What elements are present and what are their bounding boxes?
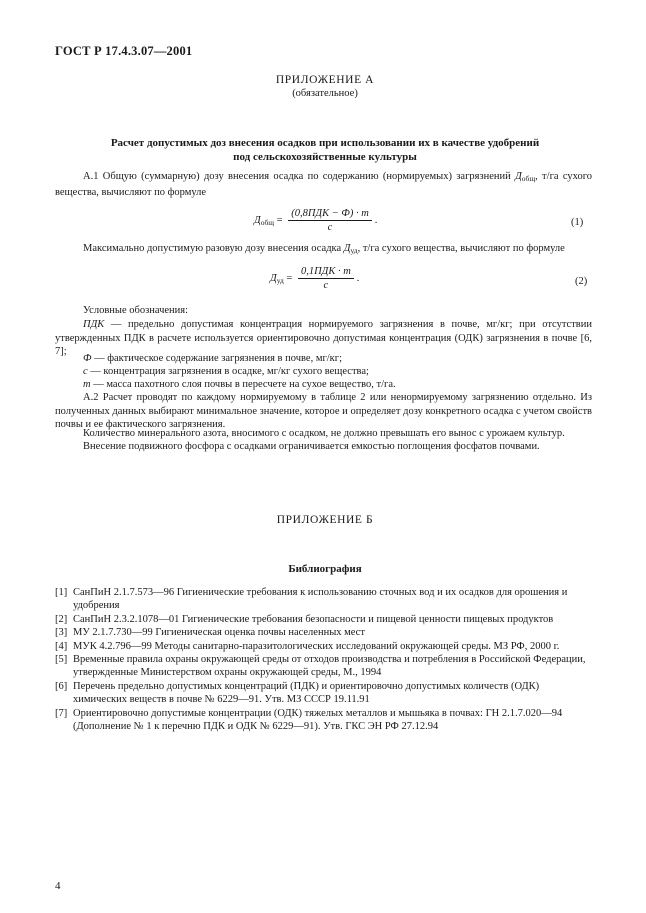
paragraph-a1-tail: , т/га сухого вещества, вычисляют по формуле [55, 171, 593, 198]
bibliography-list [55, 586, 595, 733]
bibliography-item-number: [1] [55, 587, 68, 598]
appendix-a-subtitle: (обязательное) [292, 88, 358, 99]
bibliography-item-text: СанПиН 2.1.7.573—96 Гигиенические требования к использованию сточных вод и их осадков для орошения и удобрения [73, 587, 568, 612]
bibliography-item [55, 613, 595, 626]
appendix-b-title: ПРИЛОЖЕНИЕ Б [276, 514, 374, 526]
formula-1-lhs-sub: общ [260, 217, 275, 227]
paragraph-phosphorus: Внесение подвижного фосфора с осадками ограничивается емкостью поглощения фосфатов почвами. [83, 441, 540, 452]
bibliography-item-number: [3] [55, 627, 68, 639]
bibliography-item-text: МУК 4.2.796—99 Методы санитарно-паразитологических исследований окружающей среды. МЗ РФ, 2000 г. [73, 640, 560, 652]
appendix-a-heading-line1: Расчет допустимых доз внесения осадков при использовании их в качестве удобрений [110, 137, 540, 149]
bibliography-heading: Библиография [288, 563, 362, 575]
formula-2-fraction [298, 266, 354, 291]
formula-1-denominator: c [327, 222, 333, 233]
formula-1-end: . [374, 214, 378, 226]
page-number: 4 [55, 880, 61, 892]
bibliography-item-number: [5] [55, 654, 68, 666]
legend-pdk-term: ПДК [83, 319, 105, 330]
paragraph-a1 [55, 170, 592, 199]
appendix-a-title: ПРИЛОЖЕНИЕ А [275, 74, 375, 86]
bibliography-item-number: [2] [55, 613, 68, 625]
bibliography-item-number: [4] [55, 640, 68, 652]
formula-1-lhs: Д [254, 214, 261, 226]
bibliography-item [55, 653, 595, 680]
formula-2-number: (2) [575, 276, 588, 287]
bibliography-item-text: Перечень предельно допустимых концентраций (ПДК) и ориентировочно допустимых количеств (ОДК) химических веществ в почве № 6229—91. Утв. МЗ СССР 19.11.91 [73, 680, 540, 706]
bibliography-item [55, 707, 595, 734]
formula-1-equals: = [276, 214, 283, 226]
paragraph-max-text: Максимально допустимую разовую дозу внесения осадка [83, 243, 342, 254]
symbol-d-total: Д [515, 171, 522, 182]
formula-2 [270, 266, 359, 291]
legend-c-term: c [83, 366, 88, 377]
paragraph-a2: А.2 Расчет проводят по каждому нормируемому в таблице 2 или ненормируемому загрязнению отдельно. Из полученных данных выбирают минимальное значение, которое и определяет дозу конкретного осадка с учетом свойств почвы и ее фактического загрязнения. [55, 392, 592, 431]
formula-1-number: (1) [571, 217, 584, 228]
bibliography-item [55, 680, 595, 707]
appendix-a-heading-line2: под сельскохозяйственные культуры [233, 151, 417, 163]
formula-2-lhs-sub: уд [276, 275, 284, 285]
legend-f [55, 352, 592, 366]
formula-2-denominator: c [323, 280, 329, 291]
legend-c [55, 365, 592, 379]
formula-2-end: . [356, 272, 360, 284]
bibliography-item [55, 626, 595, 639]
bibliography-item-text: СанПиН 2.3.2.1078—01 Гигиенические требования безопасности и пищевой ценности пищевых продуктов [73, 613, 554, 625]
bibliography-item [55, 586, 595, 613]
symbol-d-single-sub: уд [350, 246, 358, 255]
formula-2-numerator: 0,1ПДК · m [298, 266, 354, 279]
legend-f-text: — фактическое содержание загрязнения в почве, мг/кг; [91, 353, 343, 364]
paragraph-a1-text: А.1 Общую (суммарную) дозу внесения осадка по содержанию (нормируемых) загрязнений [83, 171, 511, 182]
formula-1 [254, 208, 377, 233]
formula-2-equals: = [286, 272, 293, 284]
symbol-d-single: Д [343, 243, 351, 254]
formula-1-fraction [288, 208, 372, 233]
bibliography-item-text: Временные правила охраны окружающей среды от отходов производства и потребления в Российской Федерации, утвержденные Министерством охраны окружающей среды, М., 1994 [73, 654, 586, 679]
legend-title: Условные обозначения: [83, 305, 189, 316]
legend-m [55, 378, 592, 392]
legend-pdk-text: — предельно допустимая концентрация нормируемого загрязнения в почве, мг/кг; при отсутствии утвержденных ПДК в расчете используется ориентировочно допустимая концентрация (ОДК) загрязнения в почве [6, 7]; [55, 319, 592, 358]
bibliography-item-text: МУ 2.1.7.730—99 Гигиеническая оценка почвы населенных мест [73, 627, 365, 639]
bibliography-item-text: Ориентировочно допустимые концентрации (ОДК) тяжелых металлов и мышьяка в почвах: ГН 2.1.7.020—94 (Дополнение № 1 к перечню ПДК и ОДК № 6229—91). Утв. ГКС ЭН РФ 27.12.94 [73, 707, 563, 733]
symbol-d-total-sub: общ [521, 174, 536, 183]
legend-m-text: — масса пахотного слоя почвы в пересчете на сухое вещество, т/га. [90, 379, 396, 390]
paragraph-max-tail: , т/га сухого вещества, вычисляют по формуле [357, 243, 565, 254]
bibliography-item-number: [7] [55, 707, 68, 719]
standard-header: ГОСТ Р 17.4.3.07—2001 [55, 44, 193, 58]
legend-f-term: Ф [83, 353, 92, 364]
formula-1-numerator: (0,8ПДК − Ф) · m [288, 208, 372, 221]
appendix-a-heading [55, 136, 595, 164]
legend-c-text: — концентрация загрязнения в осадке, мг/кг сухого вещества; [87, 366, 369, 377]
paragraph-nitrogen: Количество минерального азота, вносимого с осадком, не должно превышать его вынос с урожаем культур. [83, 428, 565, 439]
formula-2-lhs: Д [270, 272, 277, 284]
bibliography-item [55, 640, 595, 653]
paragraph-max [55, 242, 592, 258]
legend-m-term: m [83, 379, 91, 390]
bibliography-item-number: [6] [55, 680, 68, 692]
